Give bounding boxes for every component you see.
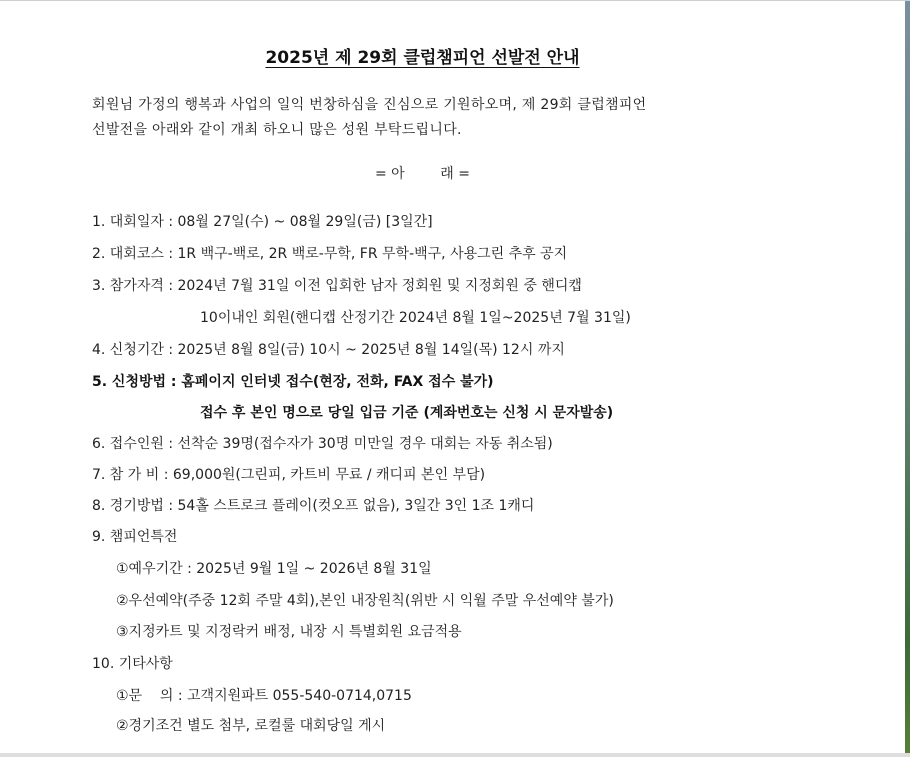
list-item-emphasis-continuation: 접수 후 본인 명으로 당일 입금 기준 (계좌번호는 신청 시 문자발송) bbox=[200, 405, 614, 421]
list-item: 3. 참가자격 : 2024년 7월 31일 이전 입회한 남자 정회원 및 지정회원 중 핸디캡 bbox=[92, 278, 582, 294]
list-item: 10. 기타사항 bbox=[92, 656, 173, 672]
list-item: 6. 접수인원 : 선착순 39명(접수자가 30명 미만일 경우 대회는 자동 취소됨) bbox=[92, 436, 553, 452]
notice-heading: = 아 래 = bbox=[374, 166, 470, 182]
sub-list-item: ②경기조건 별도 첨부, 로컬룰 대회당일 게시 bbox=[116, 718, 386, 734]
list-item-emphasis: 5. 신청방법 : 홈페이지 인터넷 접수(현장, 전화, FAX 접수 불가) bbox=[92, 374, 494, 390]
sub-list-item: ①문 의 : 고객지원파트 055-540-0714,0715 bbox=[116, 688, 412, 704]
sub-list-item: ③지정카트 및 지정락커 배정, 내장 시 특별회원 요금적용 bbox=[116, 624, 462, 640]
list-item: 9. 챔피언특전 bbox=[92, 529, 178, 545]
document-title: 2025년 제 29회 클럽챔피언 선발전 안내 bbox=[265, 48, 580, 68]
sub-list-item: ②우선예약(주중 12회 주말 4회),본인 내장원칙(위반 시 익월 주말 우선예약 불가) bbox=[116, 593, 614, 609]
background-edge bbox=[905, 1, 910, 757]
list-item: 1. 대회일자 : 08월 27일(수) ~ 08월 29일(금) [3일간] bbox=[92, 214, 433, 230]
list-item: 2. 대회코스 : 1R 백구-백로, 2R 백로-무학, FR 무학-백구, 사용그린 추후 공지 bbox=[92, 246, 568, 262]
list-item: 8. 경기방법 : 54홀 스트로크 플레이(컷오프 없음), 3일간 3인 1조 1캐디 bbox=[92, 498, 535, 514]
intro-line: 회원님 가정의 행복과 사업의 일익 번창하심을 진심으로 기원하오며, 제 29회 클럽챔피언 bbox=[92, 97, 647, 113]
intro-paragraph bbox=[92, 93, 812, 143]
sub-list-item: ①예우기간 : 2025년 9월 1일 ~ 2026년 8월 31일 bbox=[116, 561, 432, 577]
page-bottom-border bbox=[0, 753, 910, 757]
list-item-continuation: 10이내인 회원(핸디캡 산정기간 2024년 8월 1일~2025년 7월 31일) bbox=[200, 310, 631, 326]
list-item: 4. 신청기간 : 2025년 8월 8일(금) 10시 ~ 2025년 8월 14일(목) 12시 까지 bbox=[92, 342, 565, 358]
list-item: 7. 참 가 비 : 69,000원(그린피, 카트비 무료 / 캐디피 본인 부담) bbox=[92, 467, 486, 483]
intro-line: 선발전을 아래와 같이 개최 하오니 많은 성원 부탁드립니다. bbox=[92, 122, 462, 138]
